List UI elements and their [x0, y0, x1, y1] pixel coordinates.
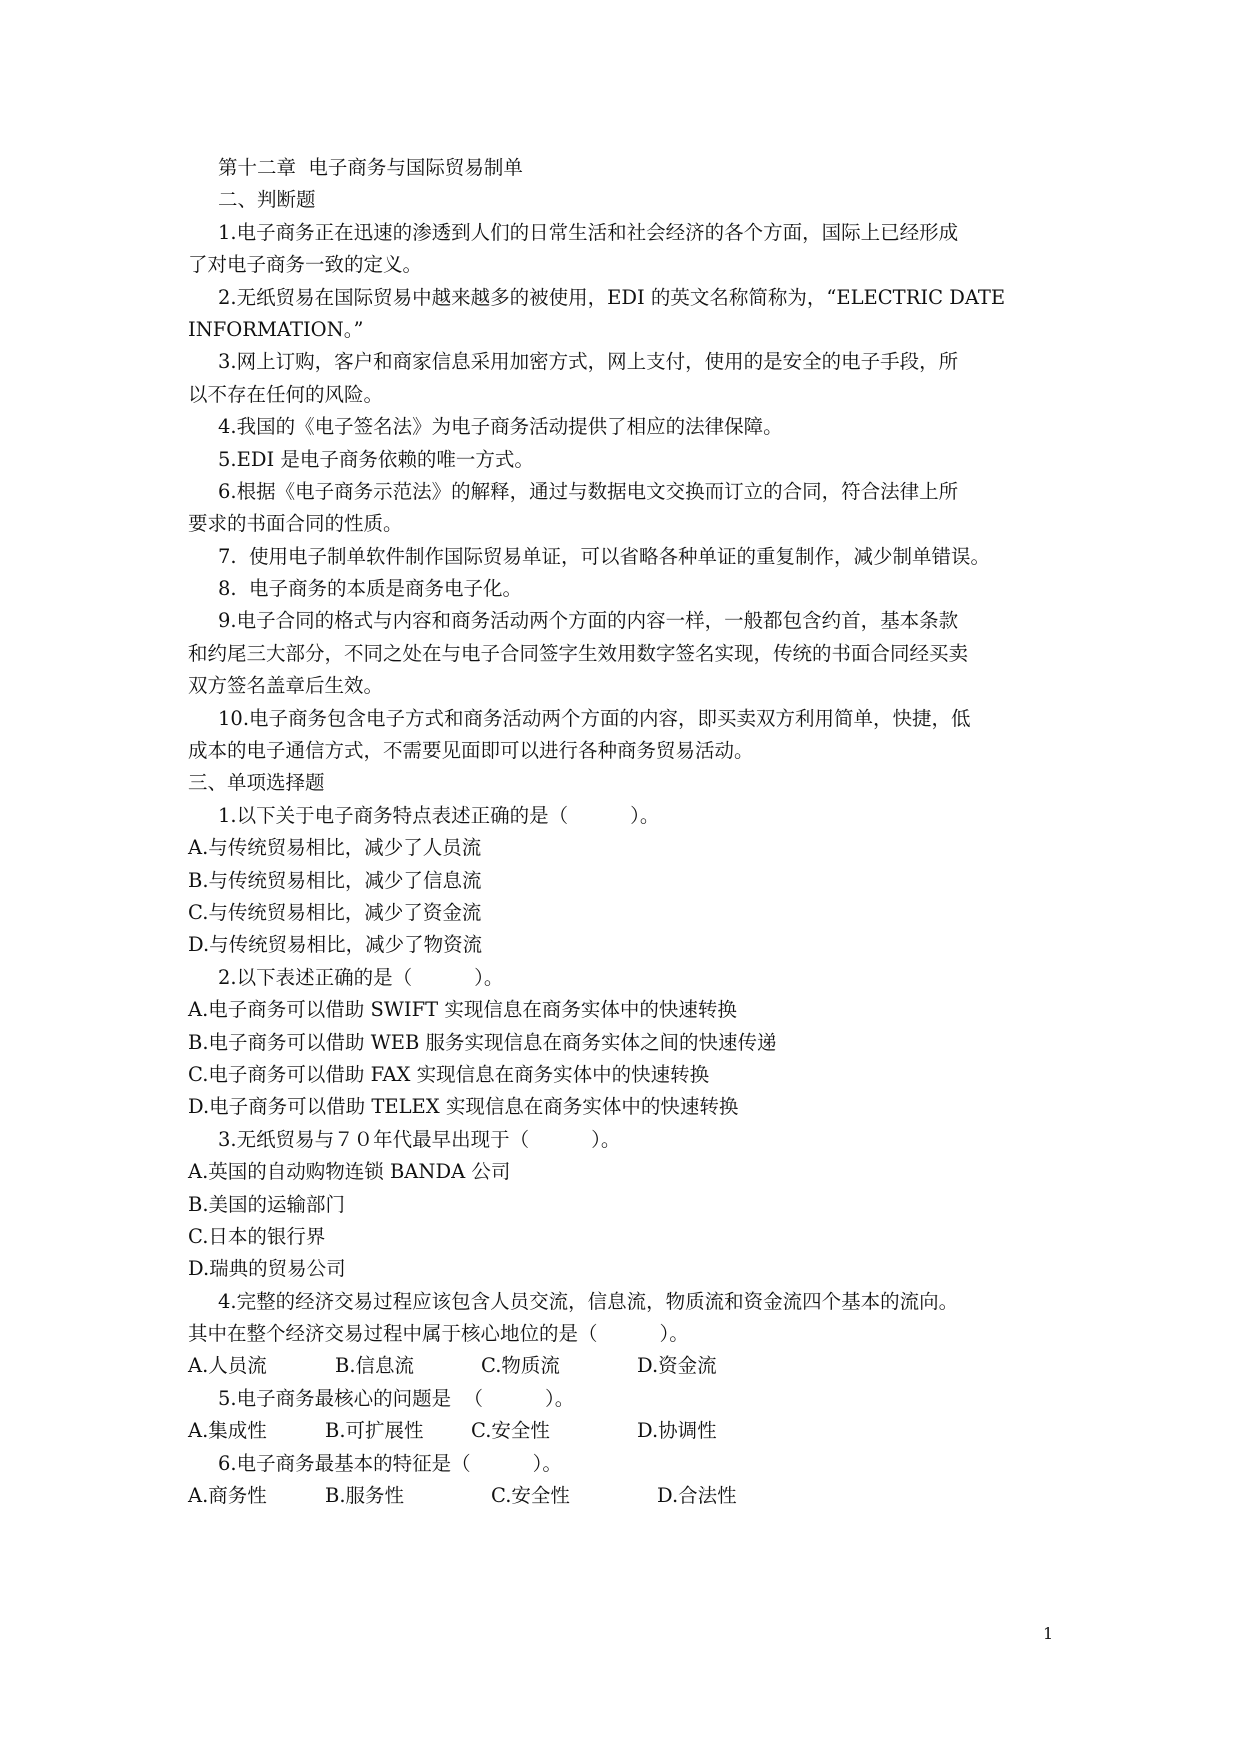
q6-option-d: D.合法性 — [657, 1484, 737, 1508]
q6-options — [188, 1480, 1060, 1512]
text-line: 1.电子商务正在迅速的渗透到人们的日常生活和社会经济的各个方面，国际上已经形成 — [218, 220, 959, 244]
text-line: INFORMATION。” — [188, 317, 364, 341]
text-line: 7. 使用电子制单软件制作国际贸易单证，可以省略各种单证的重复制作，减少制单错误。 — [218, 544, 991, 568]
q5-option-a: A.集成性 — [188, 1419, 267, 1443]
text-line: 要求的书面合同的性质。 — [188, 512, 403, 536]
q4-option-d: D.资金流 — [637, 1354, 717, 1378]
text-line: 以不存在任何的风险。 — [188, 382, 384, 406]
text-line: 2.以下表述正确的是（ ）。 — [218, 965, 504, 989]
document-body — [188, 152, 1060, 1512]
page-number: 1 — [1043, 1624, 1054, 1643]
text-line: D.电子商务可以借助 TELEX 实现信息在商务实体中的快速转换 — [188, 1095, 739, 1119]
text-line: 双方签名盖章后生效。 — [188, 674, 384, 698]
text-line: B.与传统贸易相比，减少了信息流 — [188, 868, 482, 892]
q6-option-b: B.服务性 — [325, 1484, 405, 1508]
q4-option-c: C.物质流 — [481, 1354, 560, 1378]
text-line: 二、判断题 — [218, 188, 316, 212]
q6-stem: 6.电子商务最基本的特征是（ ）。 — [218, 1451, 562, 1475]
q4-option-b: B.信息流 — [335, 1354, 415, 1378]
text-line: 10.电子商务包含电子方式和商务活动两个方面的内容，即买卖双方利用简单，快捷，低 — [218, 706, 971, 730]
text-line: 成本的电子通信方式，不需要见面即可以进行各种商务贸易活动。 — [188, 739, 754, 763]
text-line: 其中在整个经济交易过程中属于核心地位的是（ ）。 — [188, 1322, 689, 1346]
text-line: B.美国的运输部门 — [188, 1192, 346, 1216]
text-line: 6.根据《电子商务示范法》的解释，通过与数据电文交换而订立的合同，符合法律上所 — [218, 479, 959, 503]
text-line: 4.完整的经济交易过程应该包含人员交流，信息流，物质流和资金流四个基本的流向。 — [218, 1289, 959, 1313]
text-line: 2.无纸贸易在国际贸易中越来越多的被使用，EDI 的英文名称简称为，“ELECTRIC DATE — [218, 285, 1006, 309]
text-line: 1.以下关于电子商务特点表述正确的是（ ）。 — [218, 803, 660, 827]
text-line: 4.我国的《电子签名法》为电子商务活动提供了相应的法律保障。 — [218, 415, 783, 439]
text-line: 8. 电子商务的本质是商务电子化。 — [218, 577, 523, 601]
q6-option-a: A.商务性 — [188, 1484, 267, 1508]
text-line: C.与传统贸易相比，减少了资金流 — [188, 900, 482, 924]
text-line: A.与传统贸易相比，减少了人员流 — [188, 836, 482, 860]
text-line: C.日本的银行界 — [188, 1224, 326, 1248]
q6-option-c: C.安全性 — [491, 1484, 570, 1508]
text-line: A.电子商务可以借助 SWIFT 实现信息在商务实体中的快速转换 — [188, 998, 737, 1022]
text-line: 5.EDI 是电子商务依赖的唯一方式。 — [218, 447, 534, 471]
q5-option-c: C.安全性 — [471, 1419, 550, 1443]
text-line: 三、单项选择题 — [188, 771, 325, 795]
text-line: C.电子商务可以借助 FAX 实现信息在商务实体中的快速转换 — [188, 1062, 710, 1086]
q4-option-a: A.人员流 — [188, 1354, 267, 1378]
text-line: D.与传统贸易相比，减少了物资流 — [188, 933, 483, 957]
text-line: 9.电子合同的格式与内容和商务活动两个方面的内容一样，一般都包含约首，基本条款 — [218, 609, 959, 633]
q5-option-b: B.可扩展性 — [325, 1419, 424, 1443]
text-line: 了对电子商务一致的定义。 — [188, 253, 423, 277]
text-line: 3.网上订购，客户和商家信息采用加密方式，网上支付，使用的是安全的电子手段，所 — [218, 350, 959, 374]
text-line: B.电子商务可以借助 WEB 服务实现信息在商务实体之间的快速传递 — [188, 1030, 777, 1054]
q5-stem: 5.电子商务最核心的问题是 （ ）。 — [218, 1386, 575, 1410]
q4-options — [188, 1350, 1060, 1382]
text-line: A.英国的自动购物连锁 BANDA 公司 — [188, 1160, 511, 1184]
q5-option-d: D.协调性 — [637, 1419, 717, 1443]
text-line: 和约尾三大部分，不同之处在与电子合同签字生效用数字签名实现，传统的书面合同经买卖 — [188, 641, 969, 665]
text-line: 3.无纸贸易与７０年代最早出现于（ ）。 — [218, 1127, 621, 1151]
text-line: 第十二章 电子商务与国际贸易制单 — [218, 156, 523, 179]
text-lines — [188, 152, 1060, 1350]
q5-options — [188, 1415, 1060, 1447]
text-line: D.瑞典的贸易公司 — [188, 1257, 346, 1281]
